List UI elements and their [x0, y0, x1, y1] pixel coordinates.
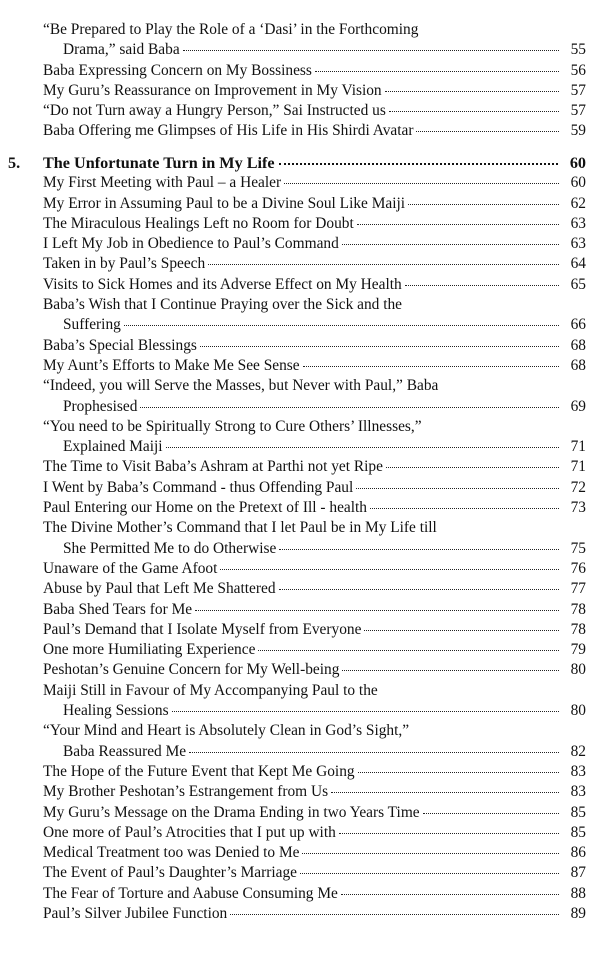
dot-leader: [195, 610, 559, 611]
dot-leader: [357, 224, 559, 225]
toc-page-number: 63: [570, 235, 586, 253]
toc-page-number: 66: [570, 316, 586, 334]
dot-leader: [140, 407, 559, 408]
dot-leader: [364, 630, 559, 631]
toc-entry-title: Prophesised: [63, 397, 138, 415]
toc-entry: [0, 40, 600, 60]
toc-entry: [0, 823, 600, 843]
toc-entry: [0, 254, 600, 274]
toc-entry-title: My Guru’s Message on the Drama Ending in two Years Time: [43, 803, 420, 821]
toc-entry: [0, 397, 600, 417]
toc-page-number: 63: [570, 214, 586, 232]
dot-leader: [331, 792, 559, 793]
toc-entry-title: My First Meeting with Paul – a Healer: [43, 174, 282, 192]
toc-page-number: 89: [570, 904, 586, 922]
toc-entry-title: I Left My Job in Obedience to Paul’s Command: [43, 235, 339, 253]
dot-leader: [423, 813, 559, 814]
toc-entry: [0, 701, 600, 721]
toc-entry-title: Visits to Sick Homes and its Adverse Effect on My Health: [43, 275, 402, 293]
dot-leader: [279, 549, 559, 550]
toc-entry-title: My Error in Assuming Paul to be a Divine Soul Like Maiji: [43, 194, 406, 212]
toc-page-number: 82: [570, 742, 586, 760]
toc-entry: [0, 336, 600, 356]
toc-entry-line: The Divine Mother’s Command that I let Paul be in My Life till: [43, 519, 437, 537]
toc-entry-title: One more Humiliating Experience: [43, 641, 256, 659]
toc-entry: [0, 884, 600, 904]
toc-page-number: 62: [570, 194, 586, 212]
toc-page-number: 71: [570, 438, 586, 456]
dot-leader: [208, 264, 559, 265]
toc-entry: [0, 803, 600, 823]
toc-page-number: 83: [570, 783, 586, 801]
dot-leader: [166, 447, 559, 448]
dot-leader: [200, 346, 559, 347]
dot-leader: [405, 285, 559, 286]
toc-page-number: 76: [570, 559, 586, 577]
chapter-section: [0, 153, 600, 924]
toc-entry-title: Baba Expressing Concern on My Bossiness: [43, 61, 312, 79]
toc-entry: [0, 863, 600, 883]
toc-page-number: 83: [570, 762, 586, 780]
chapter-page: 60: [569, 154, 586, 172]
toc-entry: [0, 356, 600, 376]
toc-page-number: 88: [570, 884, 586, 902]
toc-page-number: 73: [570, 499, 586, 517]
dot-leader: [389, 111, 559, 112]
dot-leader: [302, 853, 559, 854]
toc-entry: [0, 234, 600, 254]
toc-entry: [0, 275, 600, 295]
toc-page-number: 57: [570, 81, 586, 99]
toc-page-number: 77: [570, 580, 586, 598]
toc-entry: [0, 640, 600, 660]
toc-entry-title: I Went by Baba’s Command - thus Offending Paul: [43, 478, 354, 496]
toc-entry: [0, 61, 600, 81]
dot-leader: [315, 71, 559, 72]
toc-entry-title: My Aunt’s Efforts to Make Me See Sense: [43, 356, 300, 374]
toc-entry: [0, 782, 600, 802]
toc-page-number: 71: [570, 458, 586, 476]
toc-entry: [0, 742, 600, 762]
toc-entry: [0, 660, 600, 680]
toc-page-number: 59: [570, 122, 586, 140]
toc-page-number: 57: [570, 102, 586, 120]
dot-leader: [386, 467, 559, 468]
dot-leader: [230, 914, 559, 915]
toc-page-number: 85: [570, 823, 586, 841]
toc-entry-title: Healing Sessions: [63, 702, 169, 720]
toc-entry-line: “You need to be Spiritually Strong to Cure Others’ Illnesses,”: [43, 417, 422, 435]
dot-leader: [300, 873, 559, 874]
dot-leader: [416, 131, 559, 132]
dot-leader: [258, 650, 559, 651]
toc-page-number: 78: [570, 600, 586, 618]
dot-leader: [189, 752, 559, 753]
toc-page-number: 86: [570, 844, 586, 862]
toc-entry: [0, 843, 600, 863]
toc-entry-title: The Fear of Torture and Aabuse Consuming Me: [43, 884, 338, 902]
dot-leader: [370, 508, 559, 509]
toc-page-number: 55: [570, 41, 586, 59]
toc-entry-title: Baba Offering me Glimpses of His Life in His Shirdi Avatar: [43, 122, 414, 140]
toc-entry: [0, 437, 600, 457]
toc-entry-title: Paul’s Silver Jubilee Function: [43, 904, 228, 922]
toc-entry: [0, 173, 600, 193]
toc-entry-title: Unaware of the Game Afoot: [43, 559, 218, 577]
toc-page-number: 85: [570, 803, 586, 821]
toc-entry-title: One more of Paul’s Atrocities that I put up with: [43, 823, 336, 841]
chapter-heading: [0, 153, 600, 173]
toc-entry: [0, 478, 600, 498]
dot-leader: [358, 772, 559, 773]
chapter-number: 5.: [8, 154, 21, 172]
toc-entry: [0, 498, 600, 518]
toc-entry-line: Maiji Still in Favour of My Accompanying Paul to the: [43, 681, 378, 699]
dot-leader: [279, 589, 559, 590]
toc-entry: [0, 457, 600, 477]
toc-entry: [0, 81, 600, 101]
toc-entry-title: The Hope of the Future Event that Kept Me Going: [43, 762, 355, 780]
toc-entry-line: “Be Prepared to Play the Role of a ‘Dasi’ in the Forthcoming: [43, 21, 419, 38]
toc-entry: [0, 101, 600, 121]
toc-page-number: 64: [570, 255, 586, 273]
toc-entry-list: [0, 173, 600, 924]
toc-entry: [0, 579, 600, 599]
toc-entry-title: Baba Shed Tears for Me: [43, 600, 193, 618]
toc-entry: [0, 539, 600, 559]
dot-leader: [339, 833, 559, 834]
toc-entry-title: My Brother Peshotan’s Estrangement from Us: [43, 783, 329, 801]
toc-entry-line: “Your Mind and Heart is Absolutely Clean in God’s Sight,”: [43, 722, 410, 740]
dot-leader: [408, 204, 559, 205]
toc-entry-title: Peshotan’s Genuine Concern for My Well-being: [43, 661, 340, 679]
dot-leader: [341, 894, 559, 895]
toc-entry-title: My Guru’s Reassurance on Improvement in My Vision: [43, 81, 382, 99]
toc-entry: [0, 214, 600, 234]
toc-entry-title: The Event of Paul’s Daughter’s Marriage: [43, 864, 298, 882]
toc-page-number: 78: [570, 620, 586, 638]
toc-entry-title: The Time to Visit Baba’s Ashram at Parthi not yet Ripe: [43, 458, 383, 476]
toc-page-number: 79: [570, 641, 586, 659]
toc-entry: [0, 620, 600, 640]
toc-entry-title: Suffering: [63, 316, 121, 334]
toc-entry-title: She Permitted Me to do Otherwise: [63, 539, 277, 557]
dot-leader: [385, 91, 559, 92]
toc-page-number: 56: [570, 61, 586, 79]
toc-entry-title: Taken in by Paul’s Speech: [43, 255, 206, 273]
dot-leader: [220, 569, 559, 570]
toc-page-number: 80: [570, 661, 586, 679]
chapter-title: The Unfortunate Turn in My Life: [43, 154, 275, 172]
toc-entry-title: Explained Maiji: [63, 438, 163, 456]
dot-leader: [172, 711, 559, 712]
toc-entry-title: The Miraculous Healings Left no Room for Doubt: [43, 214, 354, 232]
toc-entry: [0, 559, 600, 579]
toc-entry: [0, 194, 600, 214]
toc-page-number: 68: [570, 336, 586, 354]
toc-page-number: 69: [570, 397, 586, 415]
toc-entry-title: Paul’s Demand that I Isolate Myself from Everyone: [43, 620, 362, 638]
dot-leader: [279, 163, 558, 165]
toc-entry-title: Baba’s Special Blessings: [43, 336, 197, 354]
dot-leader: [342, 670, 559, 671]
toc-entry-line: Baba’s Wish that I Continue Praying over the Sick and the: [43, 296, 403, 314]
toc-page-number: 65: [570, 275, 586, 293]
toc-entry: [0, 600, 600, 620]
toc-page-number: 80: [570, 702, 586, 720]
toc-page-number: 87: [570, 864, 586, 882]
toc-entry-line: “Indeed, you will Serve the Masses, but Never with Paul,” Baba: [43, 377, 439, 395]
dot-leader: [284, 183, 559, 184]
toc-entry: [0, 121, 600, 141]
dot-leader: [303, 366, 559, 367]
dot-leader: [183, 50, 559, 51]
toc-entry-title: Drama,” said Baba: [63, 41, 180, 59]
dot-leader: [342, 244, 559, 245]
toc-entry-title: Abuse by Paul that Left Me Shattered: [43, 580, 276, 598]
dot-leader: [356, 488, 559, 489]
toc-page-number: 72: [570, 478, 586, 496]
toc-page-number: 68: [570, 356, 586, 374]
toc-page-number: 60: [570, 174, 586, 192]
toc-entry-title: Medical Treatment too was Denied to Me: [43, 844, 300, 862]
toc-entry: [0, 315, 600, 335]
toc-entry-title: Paul Entering our Home on the Pretext of Ill - health: [43, 499, 367, 517]
toc-continued-list: [0, 20, 600, 142]
toc-entry-title: “Do not Turn away a Hungry Person,” Sai Instructed us: [43, 102, 386, 120]
dot-leader: [124, 325, 559, 326]
toc-entry-title: Baba Reassured Me: [63, 742, 187, 760]
toc-entry: [0, 762, 600, 782]
toc-page-number: 75: [570, 539, 586, 557]
toc-entry: [0, 904, 600, 924]
